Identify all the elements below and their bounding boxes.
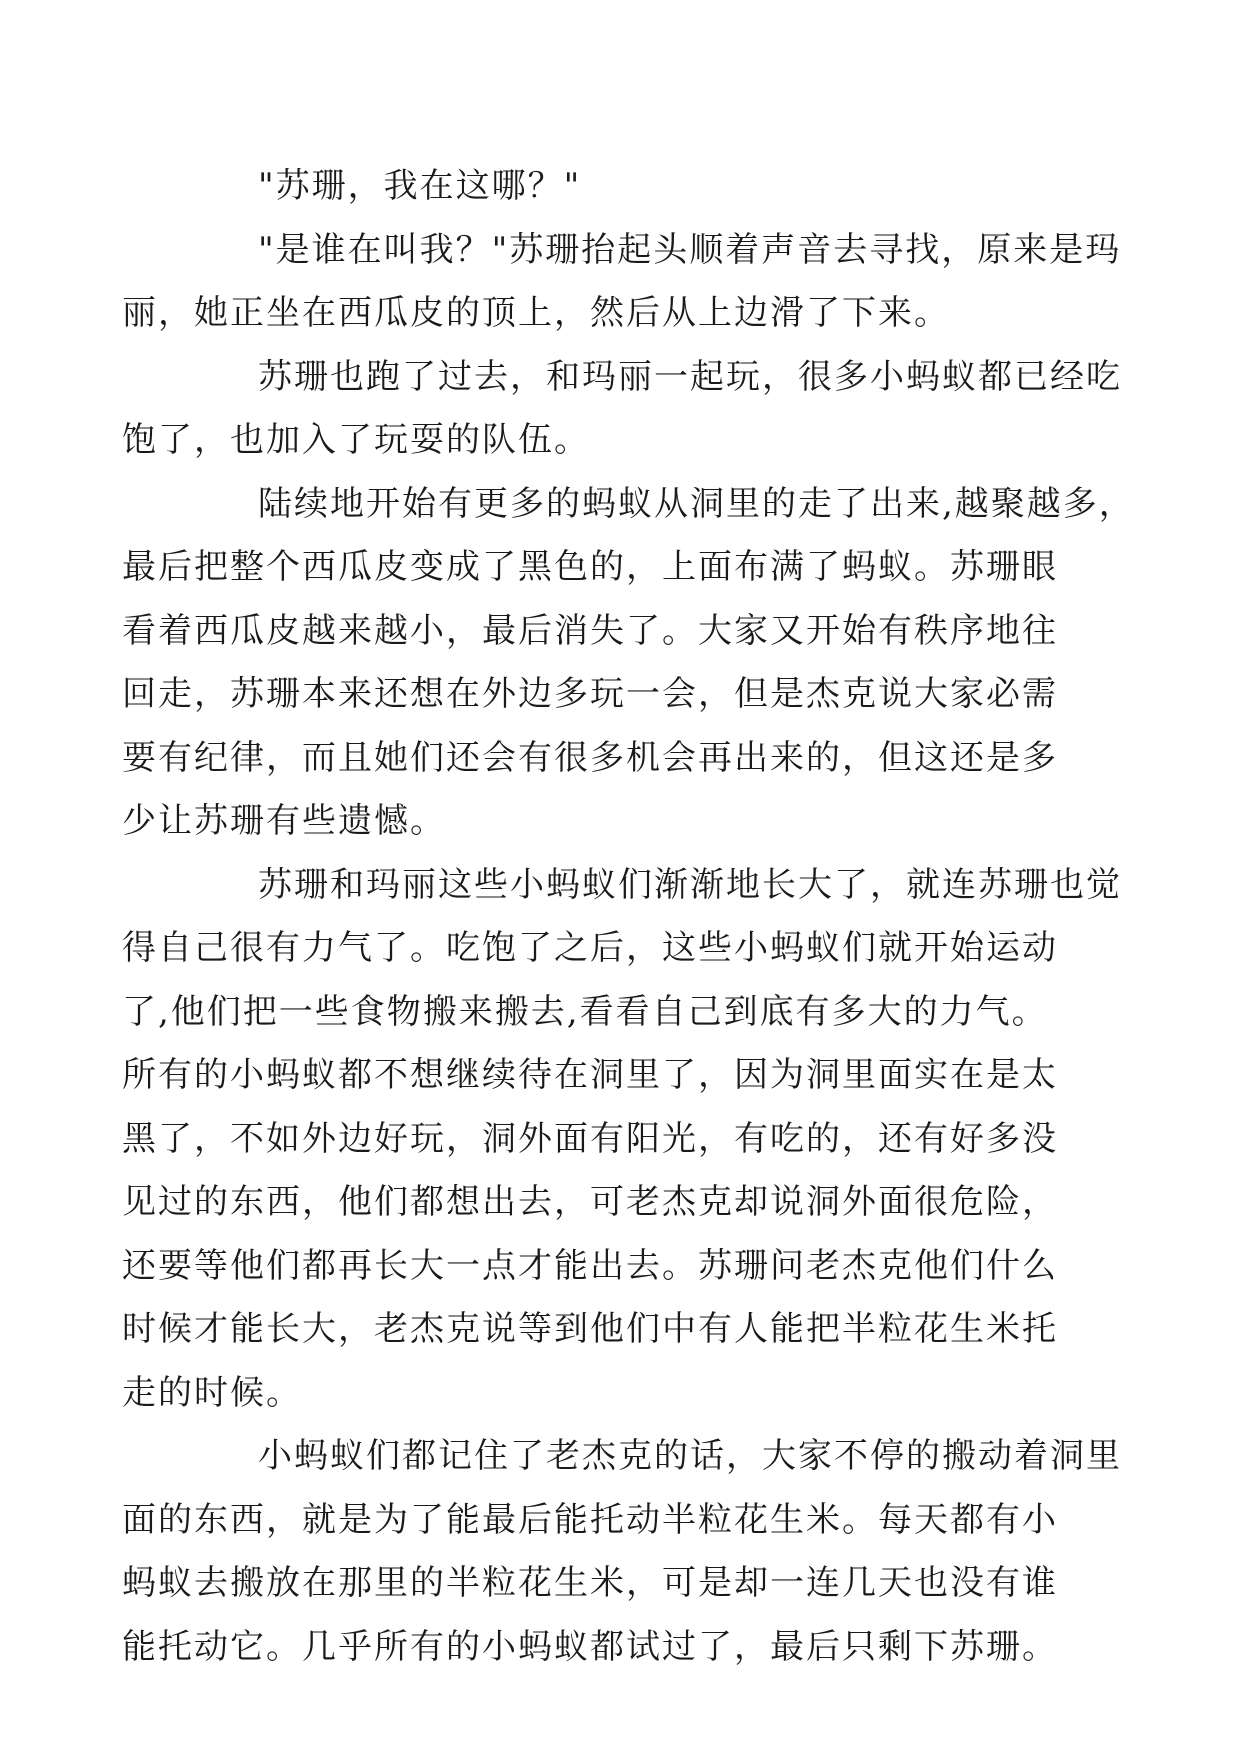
text-line: 得自己很有力气了。吃饱了之后，这些小蚂蚁们就开始运动 [122,928,1058,968]
text-line: 时候才能长大，老杰克说等到他们中有人能把半粒花生米托 [122,1309,1058,1349]
paragraph-3 [122,346,1122,473]
text-line: 所有的小蚂蚁都不想继续待在洞里了，因为洞里面实在是太 [122,1055,1058,1095]
text-line: 饱了，也加入了玩耍的队伍。 [122,420,590,460]
text-line: 少让苏珊有些遗憾。 [122,801,446,841]
text-line: 回走，苏珊本来还想在外边多玩一会，但是杰克说大家必需 [122,674,1058,714]
paragraph-5 [122,854,1122,1426]
text-line: 了,他们把一些食物搬来搬去,看看自己到底有多大的力气。 [122,991,1048,1032]
story-text [122,155,1135,1679]
text-line: 看着西瓜皮越来越小，最后消失了。大家又开始有秩序地往 [122,610,1058,651]
paragraph-6 [122,1425,1122,1679]
text-line: 要有纪律，而且她们还会有很多机会再出来的，但这还是多 [122,737,1058,778]
paragraph-1 [190,155,1060,219]
text-line: 还要等他们都再长大一点才能出去。苏珊问老杰克他们什么 [122,1245,1058,1286]
text-line: 小蚂蚁们都记住了老杰克的话，大家不停的搬动着洞里 [258,1436,1122,1476]
text-line: 面的东西，就是为了能最后能托动半粒花生米。每天都有小 [122,1499,1058,1540]
text-line: 最后把整个西瓜皮变成了黑色的，上面布满了蚂蚁。苏珊眼 [122,547,1058,587]
paragraph-4 [122,473,1135,854]
text-line: "苏珊，我在这哪？" [258,166,582,206]
text-line: 能托动它。几乎所有的小蚂蚁都试过了，最后只剩下苏珊。 [122,1626,1058,1667]
text-line: 陆续地开始有更多的蚂蚁从洞里的走了出来,越聚越多， [258,483,1135,524]
text-line: "是谁在叫我？"苏珊抬起头顺着声音去寻找，原来是玛 [258,229,1122,270]
text-line: 苏珊和玛丽这些小蚂蚁们渐渐地长大了，就连苏珊也觉 [258,864,1122,905]
text-line: 蚂蚁去搬放在那里的半粒花生米，可是却一连几天也没有谁 [122,1563,1058,1603]
text-line: 黑了，不如外边好玩，洞外面有阳光，有吃的，还有好多没 [122,1118,1058,1159]
text-line: 丽，她正坐在西瓜皮的顶上，然后从上边滑了下来。 [122,293,950,333]
text-line: 苏珊也跑了过去，和玛丽一起玩，很多小蚂蚁都已经吃 [258,356,1122,397]
text-line: 见过的东西，他们都想出去，可老杰克却说洞外面很危险， [122,1182,1058,1222]
paragraph-2 [122,219,1122,346]
text-line: 走的时候。 [122,1372,302,1413]
